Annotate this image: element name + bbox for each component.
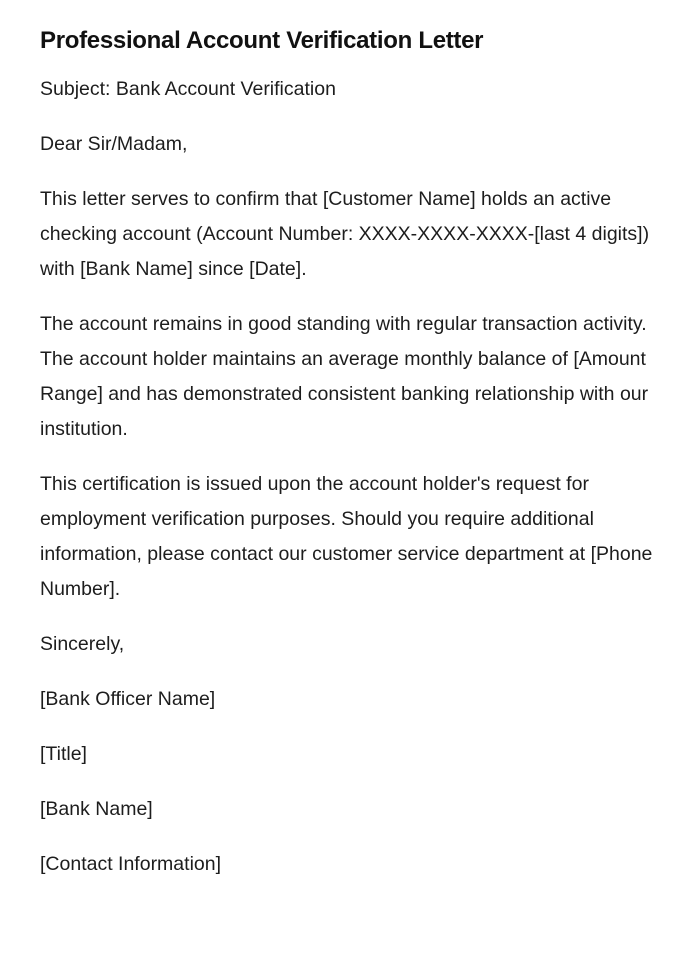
signature-officer-name: [Bank Officer Name] [40, 688, 216, 710]
body-paragraph-confirmation: This letter serves to confirm that [Customer Name] holds an active checking account (Account Number: XXXX-XXXX-XXXX-[last 4 digits]) with [Bank Name] since [Date]. [40, 188, 650, 280]
letter-subject: Subject: Bank Account Verification [40, 78, 336, 100]
signature-title: [Title] [40, 743, 87, 765]
signature-contact-info: [Contact Information] [40, 853, 222, 875]
letter-title: Professional Account Verification Letter [40, 27, 484, 54]
letter-closing: Sincerely, [40, 633, 125, 655]
letter-greeting: Dear Sir/Madam, [40, 133, 188, 155]
signature-bank-name: [Bank Name] [40, 798, 153, 820]
body-paragraph-purpose: This certification is issued upon the account holder's request for employment verification purposes. Should you require additional information, please contact our customer service department at [Phone Number]. [40, 473, 653, 600]
body-paragraph-standing: The account remains in good standing with regular transaction activity. The account holder maintains an average monthly balance of [Amount Range] and has demonstrated consistent banking relationship with our institution. [40, 313, 649, 440]
